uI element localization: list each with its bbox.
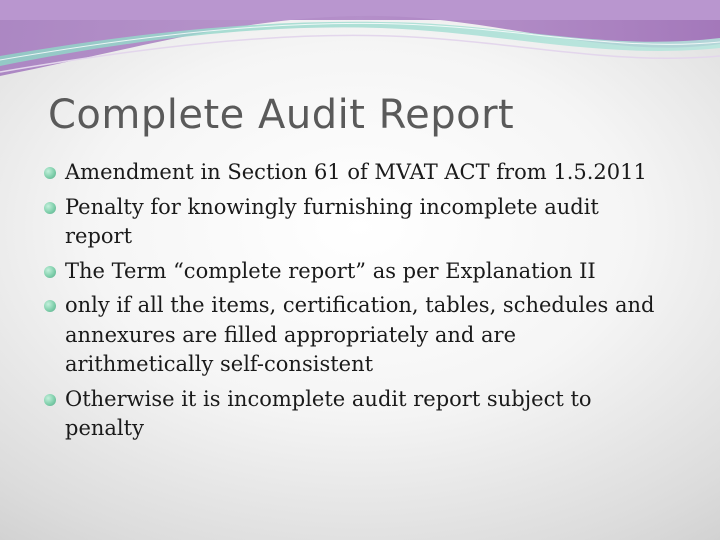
- bullet-item: [44, 257, 664, 287]
- bullet-text: The Term “complete report” as per Explanation II: [65, 258, 596, 283]
- bullet-item: [44, 291, 664, 380]
- bullet-dot-icon: [44, 202, 56, 214]
- bullet-text: only if all the items, certification, tables, schedules and annexures are filled appropriately and are arithmetically self-consistent: [65, 293, 655, 376]
- bullet-list: [44, 158, 664, 449]
- bullet-dot-icon: [44, 266, 56, 278]
- bullet-text: Penalty for knowingly furnishing incomplete audit report: [65, 194, 599, 248]
- bullet-item: [44, 158, 664, 188]
- decorative-wave-banner: [0, 0, 720, 80]
- bullet-dot-icon: [44, 300, 56, 312]
- bullet-text: Otherwise it is incomplete audit report subject to penalty: [65, 386, 592, 440]
- bullet-item: [44, 385, 664, 444]
- bullet-dot-icon: [44, 167, 56, 179]
- bullet-text: Amendment in Section 61 of MVAT ACT from 1.5.2011: [65, 160, 647, 184]
- bullet-dot-icon: [44, 394, 56, 406]
- bullet-item: [44, 193, 664, 252]
- slide-title: Complete Audit Report: [48, 92, 515, 138]
